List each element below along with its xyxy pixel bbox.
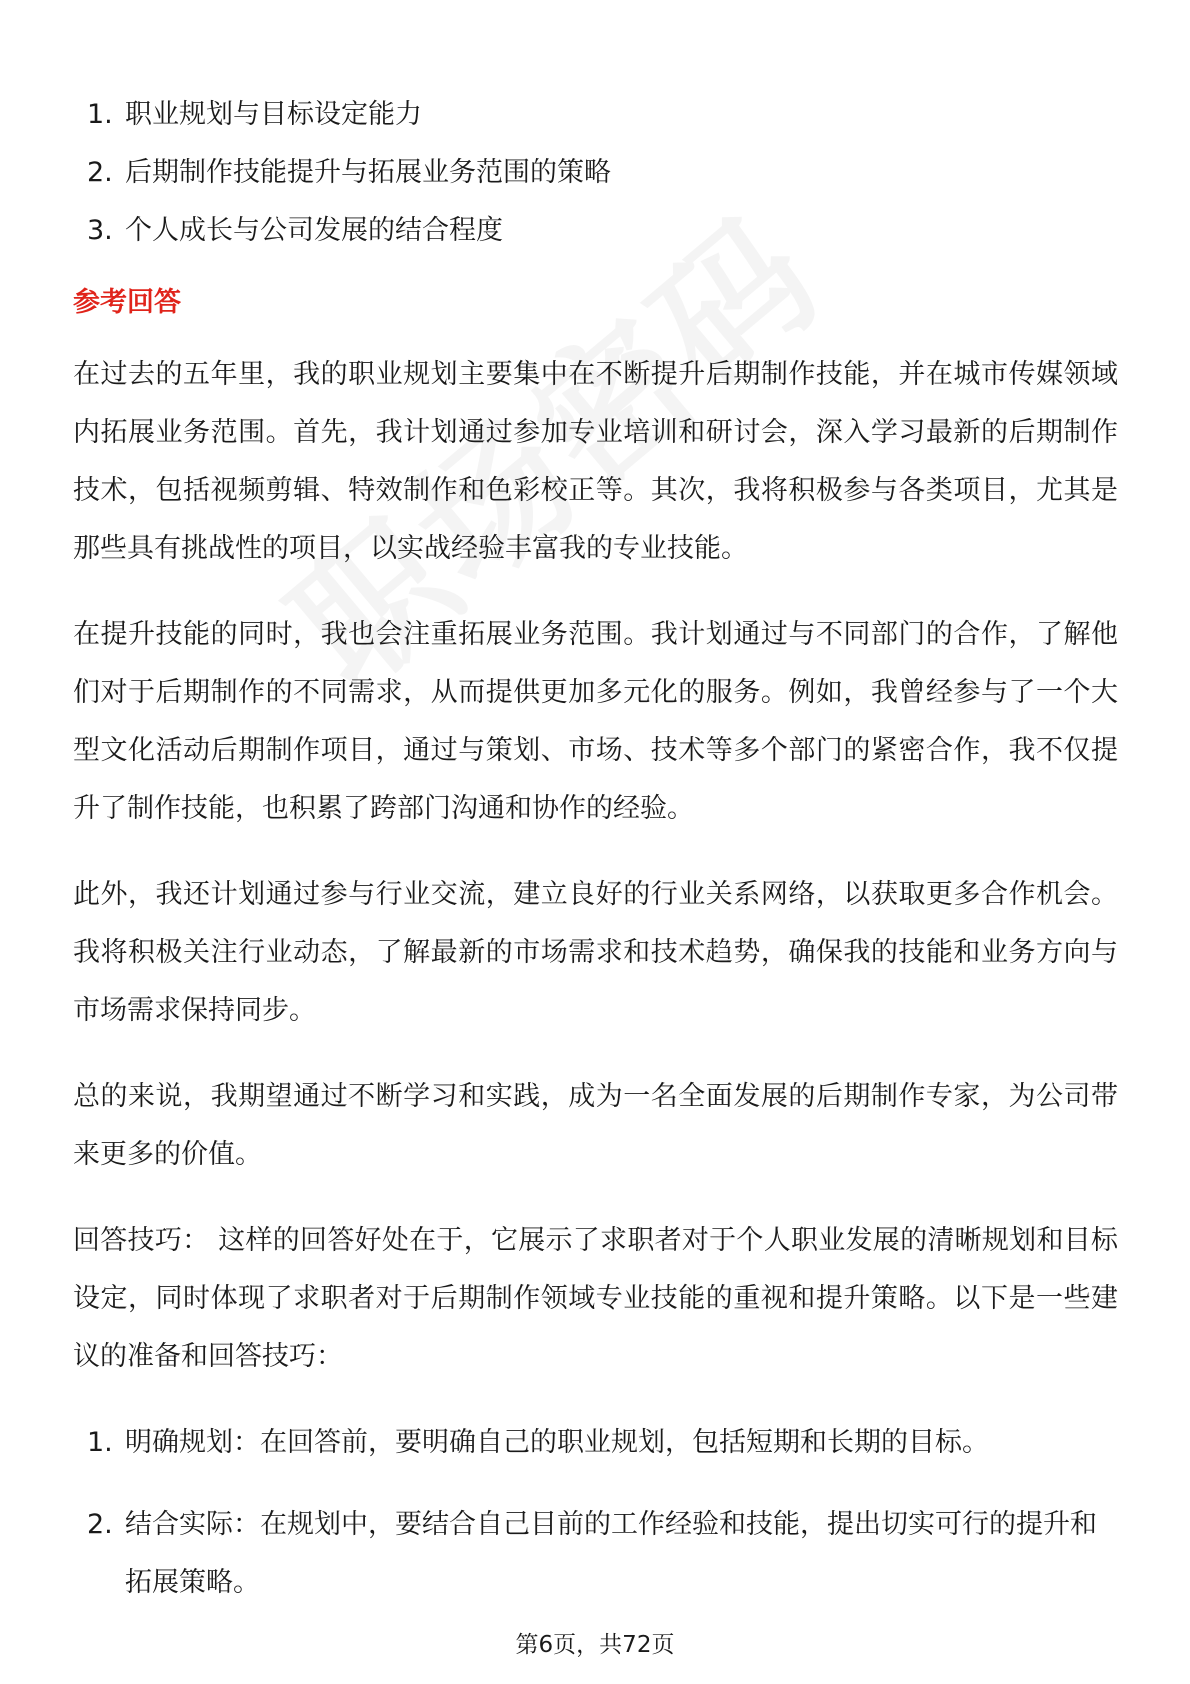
answer-heading: 参考回答: [73, 287, 181, 318]
list-item: [73, 144, 1118, 202]
list-item-number: 3.: [87, 215, 113, 246]
answer-paragraph: 此外，我还计划通过参与行业交流，建立良好的行业关系网络，以获取更多合作机会。我将积极关注行业动态，了解最新的市场需求和技术趋势，确保我的技能和业务方向与市场需求保持同步。: [73, 879, 1118, 1026]
list-item-number: 1.: [87, 1427, 113, 1458]
tips-list: [73, 1414, 1118, 1612]
list-item-text: 个人成长与公司发展的结合程度: [125, 215, 503, 246]
list-item-text: 结合实际：在规划中，要结合自己目前的工作经验和技能，提出切实可行的提升和拓展策略。: [125, 1509, 1097, 1598]
answer-paragraph: 总的来说，我期望通过不断学习和实践，成为一名全面发展的后期制作专家，为公司带来更多的价值。: [73, 1081, 1118, 1170]
tips-paragraph: 回答技巧： 这样的回答好处在于，它展示了求职者对于个人职业发展的清晰规划和目标设定，同时体现了求职者对于后期制作领域专业技能的重视和提升策略。以下是一些建议的准备和回答技巧：: [73, 1225, 1118, 1372]
list-item-text: 职业规划与目标设定能力: [125, 99, 422, 130]
list-item-text: 后期制作技能提升与拓展业务范围的策略: [125, 157, 611, 188]
list-item: [73, 202, 1118, 260]
list-item: [73, 86, 1118, 144]
list-item-number: 2.: [87, 1509, 113, 1540]
list-item-number: 1.: [87, 99, 113, 130]
list-item: [73, 1414, 1118, 1472]
question-points-list: [73, 86, 1118, 260]
page-number-footer: 第6页，共72页: [515, 1632, 675, 1658]
answer-paragraph: 在过去的五年里，我的职业规划主要集中在不断提升后期制作技能，并在城市传媒领域内拓展业务范围。首先，我计划通过参加专业培训和研讨会，深入学习最新的后期制作技术，包括视频剪辑、特效制作和色彩校正等。其次，我将积极参与各类项目，尤其是那些具有挑战性的项目，以实战经验丰富我的专业技能。: [73, 359, 1118, 564]
list-item: [73, 1496, 1118, 1612]
page-content: [73, 86, 1118, 1636]
list-item-text: 明确规划：在回答前，要明确自己的职业规划，包括短期和长期的目标。: [125, 1427, 989, 1458]
answer-paragraph: 在提升技能的同时，我也会注重拓展业务范围。我计划通过与不同部门的合作，了解他们对于后期制作的不同需求，从而提供更加多元化的服务。例如，我曾经参与了一个大型文化活动后期制作项目，通过与策划、市场、技术等多个部门的紧密合作，我不仅提升了制作技能，也积累了跨部门沟通和协作的经验。: [73, 619, 1118, 824]
list-item-number: 2.: [87, 157, 113, 188]
